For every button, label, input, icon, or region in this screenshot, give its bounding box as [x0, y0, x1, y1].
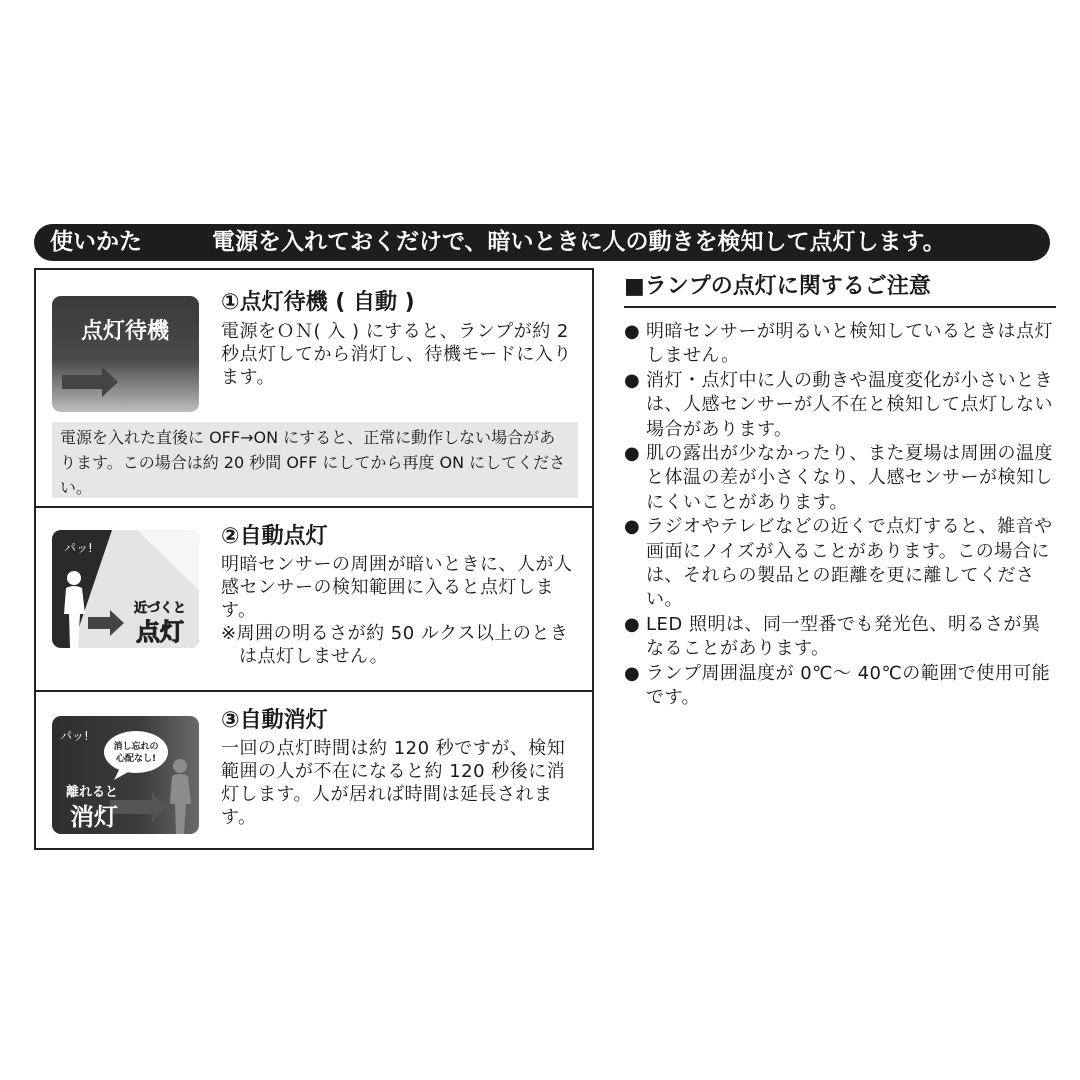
standby-illustration	[52, 296, 199, 412]
bullet-icon: ●	[624, 369, 641, 391]
caution-section	[624, 270, 1056, 711]
bullet-icon: ●	[624, 516, 641, 538]
light-on-label: 点灯	[136, 618, 184, 646]
bullet-icon: ●	[624, 662, 641, 684]
light-off-label: 消灯	[70, 803, 118, 831]
leave-label: 離れると	[65, 785, 119, 800]
step-standby	[36, 270, 592, 506]
step-description: 電源をＯＮ( 入 ) にすると、ランプが約 2 秒点灯してから消灯し、待機モードに入ります。	[221, 321, 572, 388]
list-item: ● ランプ周囲温度が 0℃～ 40℃の範囲で使用可能です。	[624, 662, 1051, 709]
step-note: 電源を入れた直後に OFF→ON にすると、正常に動作しない場合があります。この場合は約 20 秒間 OFF にしてから再度 ON にしてください。	[52, 422, 578, 498]
list-item: ● 明暗センサーが明るいと検知しているときは点灯しません。	[624, 321, 1053, 367]
list-item: ● 消灯・点灯中に人の動きや温度変化が小さいときは、人感センサーが人不在と検知して点灯しない場合があります。	[624, 369, 1053, 440]
list-item: ● LED 照明は、同一型番でも発光色、明るさが異なることがあります。	[624, 613, 1041, 660]
bubble-text-2: 心配なし!	[115, 754, 157, 764]
step-title: ①点灯待機 ( 自動 )	[221, 290, 415, 315]
caution-list	[624, 320, 1056, 711]
step-note: ※周囲の明るさが約 50 ルクス以上のときは点灯しません。	[221, 623, 569, 667]
step-body-text: 明暗センサーの周囲が暗いときに、人が人感センサーの検知範囲に入ると点灯します。	[221, 554, 573, 621]
steps-panel	[34, 268, 594, 850]
bubble-text-1: 消し忘れの	[113, 742, 159, 752]
usage-banner	[34, 224, 1050, 261]
step-auto-off	[36, 690, 592, 848]
auto-off-illustration	[52, 716, 199, 834]
bullet-icon: ●	[624, 613, 641, 635]
step-title: ③自動消灯	[221, 708, 328, 733]
step-auto-on	[36, 506, 592, 690]
banner-lead: 使いかた	[50, 229, 142, 255]
standby-label: 点灯待機	[80, 319, 170, 344]
approach-label: 近づくと	[133, 601, 187, 616]
step-title: ②自動点灯	[221, 524, 328, 549]
flash-text: パッ!	[64, 541, 93, 555]
caution-title: ■ランプの点灯に関するご注意	[624, 270, 1056, 308]
bullet-icon: ●	[624, 443, 641, 465]
list-item: ● ラジオやテレビなどの近くで点灯すると、雑音や画面にノイズが入ることがあります。この場合には、それらの製品との距離を更に離してください。	[624, 516, 1053, 611]
list-item: ● 肌の露出が少なかったり、また夏場は周囲の温度と体温の差が小さくなり、人感センサーが検知しにくいことがあります。	[624, 443, 1053, 513]
auto-on-illustration	[52, 530, 199, 648]
step-description: 一回の点灯時間は約 120 秒ですが、検知範囲の人が不在になると約 120 秒後に消灯します。人が居れば時間は延長されます。	[221, 738, 566, 828]
banner-text: 電源を入れておくだけで、暗いときに人の動きを検知して点灯します。	[212, 229, 946, 255]
flash-text: パッ!	[60, 729, 89, 743]
bullet-icon: ●	[624, 321, 641, 342]
step-description	[221, 553, 581, 668]
